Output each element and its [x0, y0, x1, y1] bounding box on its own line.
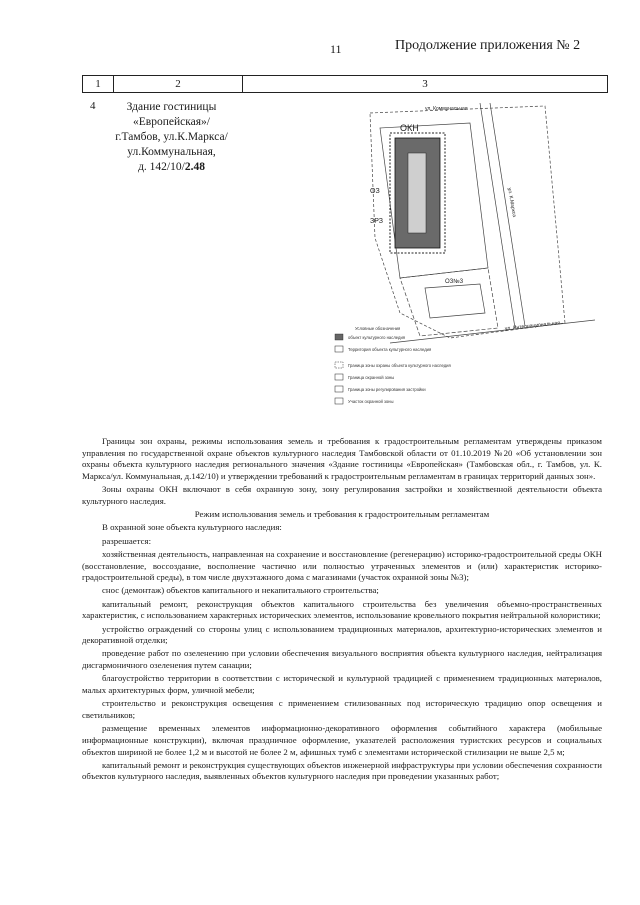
- column-header-table: [82, 75, 608, 93]
- legend-item: объект культурного наследия: [348, 335, 406, 340]
- map-legend: [335, 326, 451, 404]
- paragraph: размещение временных элементов информационно-декоративного оформления событийного характера (мобильные информационные конструкции), включая праздничное оформление, указателей расположения туристских ресурсов и социальных объектов шириной не более 1,2 м и высотой не более 2 м, афишных тумб с элементами исторической стилизации не выше 2,5 м;: [82, 723, 602, 757]
- legend-swatch-oz: [335, 374, 343, 380]
- legend-item: Участок охранной зоны: [348, 399, 394, 404]
- appendix-title: Продолжение приложения № 2: [395, 38, 581, 53]
- legend-swatch-okn: [335, 334, 343, 340]
- map-street-right: [480, 103, 525, 328]
- legend-item: Территория объекта культурного наследия: [348, 347, 432, 352]
- map-street-top: ул. Коммунальная: [425, 106, 468, 112]
- column-header-1: 1: [83, 76, 114, 93]
- object-address: д. 142/10/: [138, 161, 185, 173]
- paragraph: капитальный ремонт, реконструкция объектов капитального строительства без увеличения объемно-пространственных характеристик, с использованием характерных исторических элементов, использование кровельного покрытия нейтральной колористики;: [82, 598, 602, 621]
- object-line: ул.Коммунальная,: [127, 146, 216, 158]
- object-code: 2.48: [184, 161, 205, 173]
- legend-swatch-zrz: [335, 386, 343, 392]
- paragraph: строительство и реконструкция освещения с применением стилизованных под историческую традицию опор освещения и светильников;: [82, 698, 602, 720]
- row-number: 4: [90, 100, 96, 112]
- map-ozn3-parcel: [425, 284, 485, 318]
- map-street-bottom-label: ул. Интернациональная: [504, 320, 561, 332]
- paragraph: капитальный ремонт и реконструкция существующих объектов инженерной инфраструктуры при условии обеспечения сохранности объектов культурного наследия, выявленных объектов культурного наследия при проведении указанных работ;: [82, 759, 602, 782]
- map-label-oz: ОЗ: [370, 188, 380, 195]
- legend-swatch-territory: [335, 346, 343, 352]
- paragraph: хозяйственная деятельность, направленная на сохранение и восстановление (регенерацию) историко-градостроительной среды ОКН (восстановление, воссоздание, восполнение частично или полностью утраченных элементов и (или) характеристик историко-градостроительной среды), в том числе двухэтажного дома с магазинами (участок охранной зоны №3);: [82, 548, 602, 583]
- legend-title: Условные обозначения: [355, 326, 401, 331]
- zone-map: [330, 98, 600, 428]
- map-okn-inner: [408, 153, 426, 233]
- paragraph: устройство ограждений со стороны улиц с использованием традиционных материалов, архитектурно-исторических элементов и декоративной отделки;: [82, 623, 602, 646]
- paragraph: благоустройство территории в соответствии с исторической и культурной традицией с применением традиционных материалов, малых архитектурных форм, уличной мебели;: [82, 673, 602, 696]
- object-line: г.Тамбов, ул.К.Маркса/: [115, 131, 228, 143]
- paragraph: Зоны охраны ОКН включают в себя охранную зону, зону регулирования застройки и хозяйственной деятельности объекта культурного наследия.: [82, 484, 602, 507]
- section-heading: Режим использования земель и требования к градостроительным регламентам: [194, 509, 490, 520]
- map-label-zrz: ЗРЗ: [370, 218, 383, 225]
- page-number: 11: [330, 42, 342, 56]
- paragraph: В охранной зоне объекта культурного наследия:: [102, 522, 282, 533]
- legend-item: Граница охранной зоны: [348, 375, 395, 380]
- map-street-right-label: ул. К.Маркса: [506, 187, 518, 218]
- object-line: Здание гостиницы: [126, 101, 217, 113]
- map-label-ozn3: ОЗ№3: [445, 279, 464, 285]
- object-line: «Европейская»/: [133, 116, 210, 128]
- legend-swatch-parcel: [335, 398, 343, 404]
- paragraph: снос (демонтаж) объектов капитального и некапитального строительства;: [102, 585, 379, 596]
- legend-swatch-boundary: [335, 362, 343, 368]
- paragraph: разрешается:: [102, 535, 152, 546]
- document-body: [82, 436, 602, 785]
- map-label-okn: ОКН: [400, 123, 419, 133]
- column-header-3: 3: [243, 76, 608, 93]
- legend-item: Граница зоны регулирования застройки: [348, 387, 426, 392]
- object-line: [104, 160, 239, 175]
- column-header-2: 2: [114, 76, 243, 93]
- object-name: [104, 100, 239, 175]
- legend-item: Граница зоны охраны объекта культурного наследия: [348, 363, 451, 368]
- paragraph: проведение работ по озеленению при условии обеспечения визуального восприятия объекта культурного наследия, нейтрализация дисгармоничного озеленения путем санации;: [82, 648, 602, 671]
- paragraph: Границы зон охраны, режимы использования земель и требования к градостроительным регламентам утверждены приказом управления по государственной охране объектов культурного наследия Тамбовской области от 01.10.2019 №20 «Об установлении зон охраны объекта культурного наследия регионального значения «Здание гостиницы «Европейская» (Тамбовская обл., г. Тамбов, ул. К. Маркса/ул. Коммунальная, д.142/10) и утверждении требований к градостроительным регламентам в границах территорий данных зон».: [82, 436, 602, 482]
